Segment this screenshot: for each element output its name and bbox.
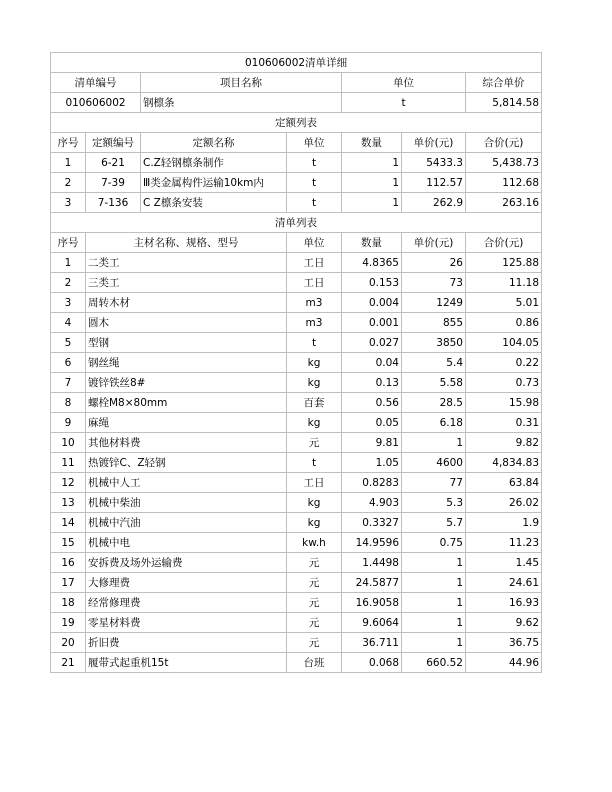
material-qty: 14.9596 <box>342 533 402 553</box>
material-name: 大修理费 <box>86 573 287 593</box>
header-name: 项目名称 <box>141 73 342 93</box>
material-total: 1.45 <box>466 553 542 573</box>
material-row <box>51 573 542 593</box>
material-no: 10 <box>51 433 86 453</box>
material-qty: 9.81 <box>342 433 402 453</box>
quota-price: 5433.3 <box>402 153 466 173</box>
material-qty: 0.153 <box>342 273 402 293</box>
material-qty: 9.6064 <box>342 613 402 633</box>
material-unit: 工日 <box>287 273 342 293</box>
material-total: 1.9 <box>466 513 542 533</box>
material-no: 5 <box>51 333 86 353</box>
material-unit: 元 <box>287 593 342 613</box>
material-price: 1 <box>402 633 466 653</box>
quota-code: 6-21 <box>86 153 141 173</box>
material-price: 6.18 <box>402 413 466 433</box>
material-qty: 0.027 <box>342 333 402 353</box>
material-total: 15.98 <box>466 393 542 413</box>
material-total: 4,834.83 <box>466 453 542 473</box>
material-no: 16 <box>51 553 86 573</box>
material-total: 0.73 <box>466 373 542 393</box>
quota-no: 2 <box>51 173 86 193</box>
material-price: 1 <box>402 573 466 593</box>
material-price: 5.7 <box>402 513 466 533</box>
material-section-title-row <box>51 213 542 233</box>
material-price: 855 <box>402 313 466 333</box>
material-no: 4 <box>51 313 86 333</box>
quota-no: 1 <box>51 153 86 173</box>
material-no: 12 <box>51 473 86 493</box>
material-qty: 4.8365 <box>342 253 402 273</box>
material-price: 3850 <box>402 333 466 353</box>
quota-header-name: 定额名称 <box>141 133 287 153</box>
quota-header-price: 单价(元) <box>402 133 466 153</box>
material-no: 7 <box>51 373 86 393</box>
material-unit: 台班 <box>287 653 342 673</box>
material-row <box>51 453 542 473</box>
quota-unit: t <box>287 173 342 193</box>
material-price: 4600 <box>402 453 466 473</box>
material-qty: 0.001 <box>342 313 402 333</box>
material-unit: t <box>287 333 342 353</box>
material-total: 24.61 <box>466 573 542 593</box>
material-name: 机械中柴油 <box>86 493 287 513</box>
material-unit: t <box>287 453 342 473</box>
material-qty: 36.711 <box>342 633 402 653</box>
quota-qty: 1 <box>342 173 402 193</box>
item-unit: t <box>342 93 466 113</box>
quota-price: 262.9 <box>402 193 466 213</box>
material-header-no: 序号 <box>51 233 86 253</box>
material-total: 16.93 <box>466 593 542 613</box>
material-no: 15 <box>51 533 86 553</box>
quota-no: 3 <box>51 193 86 213</box>
material-row <box>51 553 542 573</box>
material-no: 13 <box>51 493 86 513</box>
material-row <box>51 493 542 513</box>
material-qty: 0.004 <box>342 293 402 313</box>
material-unit: kg <box>287 413 342 433</box>
material-unit: 工日 <box>287 253 342 273</box>
material-header-price: 单价(元) <box>402 233 466 253</box>
material-name: 履带式起重机15t <box>86 653 287 673</box>
material-total: 44.96 <box>466 653 542 673</box>
material-row <box>51 513 542 533</box>
material-name: 三类工 <box>86 273 287 293</box>
material-unit: m3 <box>287 313 342 333</box>
material-price: 1 <box>402 433 466 453</box>
quota-section-title: 定额列表 <box>51 113 542 133</box>
material-price: 660.52 <box>402 653 466 673</box>
title-row <box>51 53 542 73</box>
material-row <box>51 253 542 273</box>
material-total: 0.86 <box>466 313 542 333</box>
material-no: 20 <box>51 633 86 653</box>
material-no: 19 <box>51 613 86 633</box>
header-price: 综合单价 <box>466 73 542 93</box>
quota-header-no: 序号 <box>51 133 86 153</box>
material-header-unit: 单位 <box>287 233 342 253</box>
quota-header-qty: 数量 <box>342 133 402 153</box>
material-row <box>51 413 542 433</box>
material-total: 0.22 <box>466 353 542 373</box>
material-name: 机械中人工 <box>86 473 287 493</box>
material-unit: kg <box>287 353 342 373</box>
material-price: 73 <box>402 273 466 293</box>
material-price: 5.58 <box>402 373 466 393</box>
quota-name: C.Z轻钢檩条制作 <box>141 153 287 173</box>
material-name: 零星材料费 <box>86 613 287 633</box>
material-name: 钢丝绳 <box>86 353 287 373</box>
material-name: 机械中汽油 <box>86 513 287 533</box>
material-total: 36.75 <box>466 633 542 653</box>
material-no: 9 <box>51 413 86 433</box>
header-row <box>51 73 542 93</box>
material-price: 5.3 <box>402 493 466 513</box>
header-unit: 单位 <box>342 73 466 93</box>
quota-total: 112.68 <box>466 173 542 193</box>
material-no: 6 <box>51 353 86 373</box>
material-qty: 0.04 <box>342 353 402 373</box>
material-no: 11 <box>51 453 86 473</box>
quota-section-title-row <box>51 113 542 133</box>
material-price: 1 <box>402 613 466 633</box>
quota-unit: t <box>287 193 342 213</box>
quota-code: 7-136 <box>86 193 141 213</box>
material-qty: 0.05 <box>342 413 402 433</box>
material-qty: 16.9058 <box>342 593 402 613</box>
material-row <box>51 333 542 353</box>
material-row <box>51 613 542 633</box>
material-row <box>51 273 542 293</box>
material-qty: 4.903 <box>342 493 402 513</box>
material-no: 14 <box>51 513 86 533</box>
quota-name: C Z檩条安装 <box>141 193 287 213</box>
material-name: 螺栓M8×80mm <box>86 393 287 413</box>
quota-header-unit: 单位 <box>287 133 342 153</box>
material-unit: kg <box>287 493 342 513</box>
material-name: 经常修理费 <box>86 593 287 613</box>
material-row <box>51 313 542 333</box>
material-no: 17 <box>51 573 86 593</box>
material-row <box>51 593 542 613</box>
material-no: 18 <box>51 593 86 613</box>
material-qty: 0.068 <box>342 653 402 673</box>
material-name: 二类工 <box>86 253 287 273</box>
quota-row <box>51 193 542 213</box>
material-total: 9.82 <box>466 433 542 453</box>
material-name: 热镀锌C、Z轻钢 <box>86 453 287 473</box>
material-price: 1 <box>402 593 466 613</box>
material-no: 1 <box>51 253 86 273</box>
material-qty: 0.8283 <box>342 473 402 493</box>
material-name: 镀锌铁丝8# <box>86 373 287 393</box>
material-section-title: 清单列表 <box>51 213 542 233</box>
quota-code: 7-39 <box>86 173 141 193</box>
item-price: 5,814.58 <box>466 93 542 113</box>
item-row <box>51 93 542 113</box>
material-qty: 0.13 <box>342 373 402 393</box>
material-row <box>51 633 542 653</box>
material-header-qty: 数量 <box>342 233 402 253</box>
material-unit: 元 <box>287 573 342 593</box>
material-total: 63.84 <box>466 473 542 493</box>
sheet-title: 010606002清单详细 <box>51 53 542 73</box>
material-unit: kg <box>287 373 342 393</box>
material-total: 0.31 <box>466 413 542 433</box>
material-qty: 1.05 <box>342 453 402 473</box>
quota-qty: 1 <box>342 193 402 213</box>
material-name: 型钢 <box>86 333 287 353</box>
sheet-body <box>51 53 542 673</box>
quota-row <box>51 153 542 173</box>
item-code: 010606002 <box>51 93 141 113</box>
material-name: 安拆费及场外运输费 <box>86 553 287 573</box>
material-price: 1 <box>402 553 466 573</box>
material-total: 125.88 <box>466 253 542 273</box>
material-row <box>51 653 542 673</box>
item-name: 钢檩条 <box>141 93 342 113</box>
material-price: 28.5 <box>402 393 466 413</box>
material-row <box>51 473 542 493</box>
material-header-total: 合价(元) <box>466 233 542 253</box>
material-unit: 元 <box>287 613 342 633</box>
quota-price: 112.57 <box>402 173 466 193</box>
quota-header-code: 定额编号 <box>86 133 141 153</box>
material-price: 1249 <box>402 293 466 313</box>
material-unit: 元 <box>287 553 342 573</box>
material-unit: 元 <box>287 633 342 653</box>
material-price: 26 <box>402 253 466 273</box>
quota-total: 5,438.73 <box>466 153 542 173</box>
quota-unit: t <box>287 153 342 173</box>
material-unit: 工日 <box>287 473 342 493</box>
material-row <box>51 353 542 373</box>
detail-sheet <box>50 52 542 673</box>
material-no: 2 <box>51 273 86 293</box>
material-unit: 百套 <box>287 393 342 413</box>
material-header-row <box>51 233 542 253</box>
material-qty: 1.4498 <box>342 553 402 573</box>
material-total: 5.01 <box>466 293 542 313</box>
material-unit: kw.h <box>287 533 342 553</box>
material-row <box>51 533 542 553</box>
material-total: 9.62 <box>466 613 542 633</box>
material-row <box>51 373 542 393</box>
material-total: 26.02 <box>466 493 542 513</box>
material-name: 周转木材 <box>86 293 287 313</box>
material-total: 11.18 <box>466 273 542 293</box>
quota-row <box>51 173 542 193</box>
material-unit: m3 <box>287 293 342 313</box>
material-total: 104.05 <box>466 333 542 353</box>
material-unit: kg <box>287 513 342 533</box>
material-row <box>51 293 542 313</box>
material-name: 圆木 <box>86 313 287 333</box>
header-code: 清单编号 <box>51 73 141 93</box>
material-no: 3 <box>51 293 86 313</box>
material-header-name: 主材名称、规格、型号 <box>86 233 287 253</box>
material-qty: 0.56 <box>342 393 402 413</box>
material-no: 8 <box>51 393 86 413</box>
quota-total: 263.16 <box>466 193 542 213</box>
material-row <box>51 393 542 413</box>
material-total: 11.23 <box>466 533 542 553</box>
material-price: 0.75 <box>402 533 466 553</box>
material-qty: 24.5877 <box>342 573 402 593</box>
material-row <box>51 433 542 453</box>
material-name: 折旧费 <box>86 633 287 653</box>
quota-name: Ⅲ类金属构件运输10km内 <box>141 173 287 193</box>
material-name: 其他材料费 <box>86 433 287 453</box>
material-no: 21 <box>51 653 86 673</box>
material-name: 机械中电 <box>86 533 287 553</box>
material-qty: 0.3327 <box>342 513 402 533</box>
quota-qty: 1 <box>342 153 402 173</box>
material-name: 麻绳 <box>86 413 287 433</box>
material-unit: 元 <box>287 433 342 453</box>
quota-header-row <box>51 133 542 153</box>
quota-header-total: 合价(元) <box>466 133 542 153</box>
material-price: 77 <box>402 473 466 493</box>
material-price: 5.4 <box>402 353 466 373</box>
